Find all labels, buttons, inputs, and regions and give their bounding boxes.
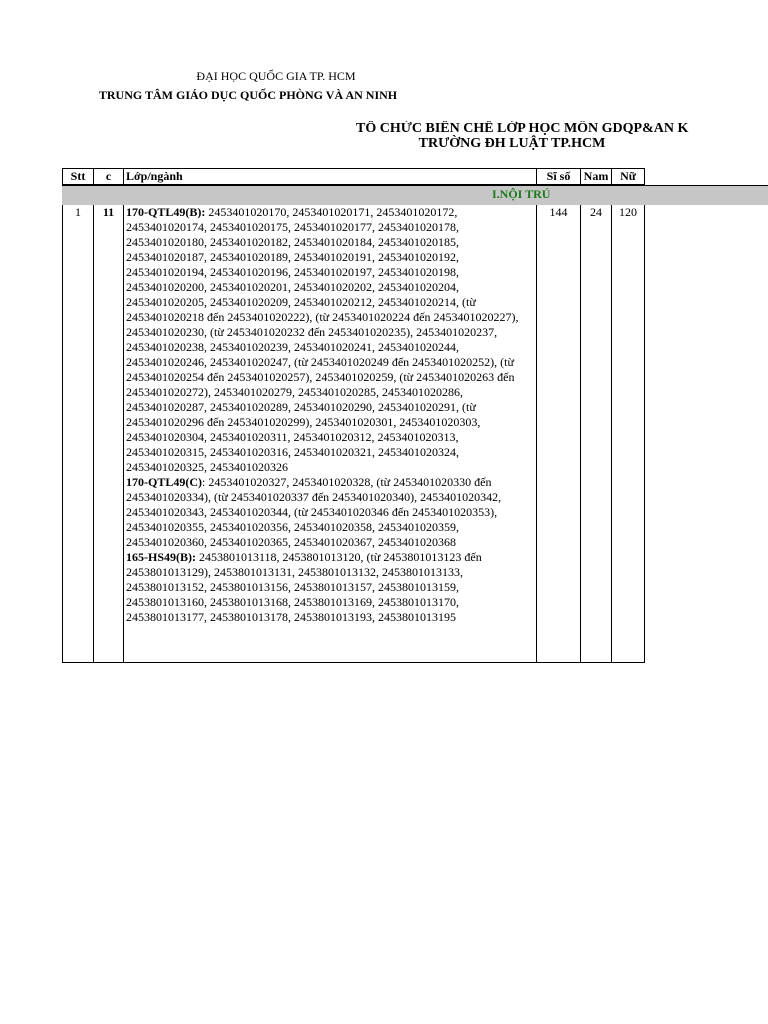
student-ids: 2453801013118, 2453801013120, (từ 2453801013123 đến 2453801013129), 2453801013131, 2453801013132, 2453801013133, 2453801013152, 2453801013156, 2453801013157, 2453801013159, 2453801013160, 2453801013168, 2453801013169, 2453801013170, 2453801013177, 2453801013178, 2453801013193, 2453801013195 — [126, 550, 482, 624]
col-header-total: Sĩ số — [537, 169, 581, 185]
document-title: TỔ CHỨC BIÊN CHẾ LỚP HỌC MÔN GDQP&AN K — [356, 121, 689, 136]
class-code: 165-HS49(B): — [126, 550, 196, 564]
class-code: 170-QTL49(B): — [126, 205, 206, 219]
col-header-stt: Stt — [63, 169, 94, 185]
student-list — [124, 205, 537, 663]
row-total: 144 — [537, 205, 581, 663]
col-header-female: Nữ — [612, 169, 645, 185]
student-ids: 2453401020170, 2453401020171, 2453401020172, 2453401020174, 2453401020175, 2453401020177, 2453401020178, 2453401020180, 2453401020182, 2453401020184, 2453401020185, 2453401020187, 2453401020189, 2453401020191, 2453401020192, 2453401020194, 2453401020196, 2453401020197, 2453401020198, 2453401020200, 2453401020201, 2453401020202, 2453401020204, 2453401020205, 2453401020209, 2453401020212, 2453401020214, (từ 2453401020218 đến 2453401020222), (từ 2453401020224 đến 2453401020227), 2453401020230, (từ 2453401020232 đến 2453401020235), 2453401020237, 2453401020238, 2453401020239, 2453401020241, 2453401020244, 2453401020246, 2453401020247, (từ 2453401020249 đến 2453401020252), (từ 2453401020254 đến 2453401020257), 2453401020259, (từ 2453401020263 đến 2453401020272), 2453401020279, 2453401020285, 2453401020286, 2453401020287, 2453401020289, 2453401020290, 2453401020291, (từ 2453401020296 đến 2453401020299), 2453401020301, 2453401020303, 2453401020304, 2453401020311, 2453401020312, 2453401020313, 2453401020315, 2453401020316, 2453401020321, 2453401020324, 2453401020325, 2453401020326 — [126, 205, 519, 474]
table-row — [63, 205, 645, 663]
class-group — [126, 475, 534, 550]
row-c: 11 — [94, 205, 124, 663]
col-header-class: Lớp/ngành — [124, 169, 537, 185]
center-name: TRUNG TÂM GIÁO DỤC QUỐC PHÒNG VÀ AN NINH — [98, 88, 398, 102]
col-header-c: c — [94, 169, 124, 185]
class-table — [62, 168, 645, 663]
class-code: 170-QTL49(C) — [126, 475, 202, 489]
row-male: 24 — [581, 205, 612, 663]
table-header-row — [63, 169, 645, 185]
row-female: 120 — [612, 205, 645, 663]
class-group — [126, 550, 534, 625]
document-subtitle: TRƯỜNG ĐH LUẬT TP.HCM — [418, 136, 606, 151]
class-group — [126, 205, 534, 475]
section-band — [62, 185, 768, 205]
col-header-male: Nam — [581, 169, 612, 185]
section-title: I.NỘI TRÚ — [492, 187, 551, 201]
row-stt: 1 — [63, 205, 94, 663]
student-ids: : 2453401020327, 2453401020328, (từ 2453401020330 đến 2453401020334), (từ 2453401020337 đến 2453401020340), 2453401020342, 2453401020343, 2453401020344, (từ 2453401020346 đến 2453401020353), 2453401020355, 2453401020356, 2453401020358, 2453401020359, 2453401020360, 2453401020365, 2453401020367, 2453401020368 — [126, 475, 502, 549]
university-name: ĐẠI HỌC QUỐC GIA TP. HCM — [196, 69, 356, 83]
